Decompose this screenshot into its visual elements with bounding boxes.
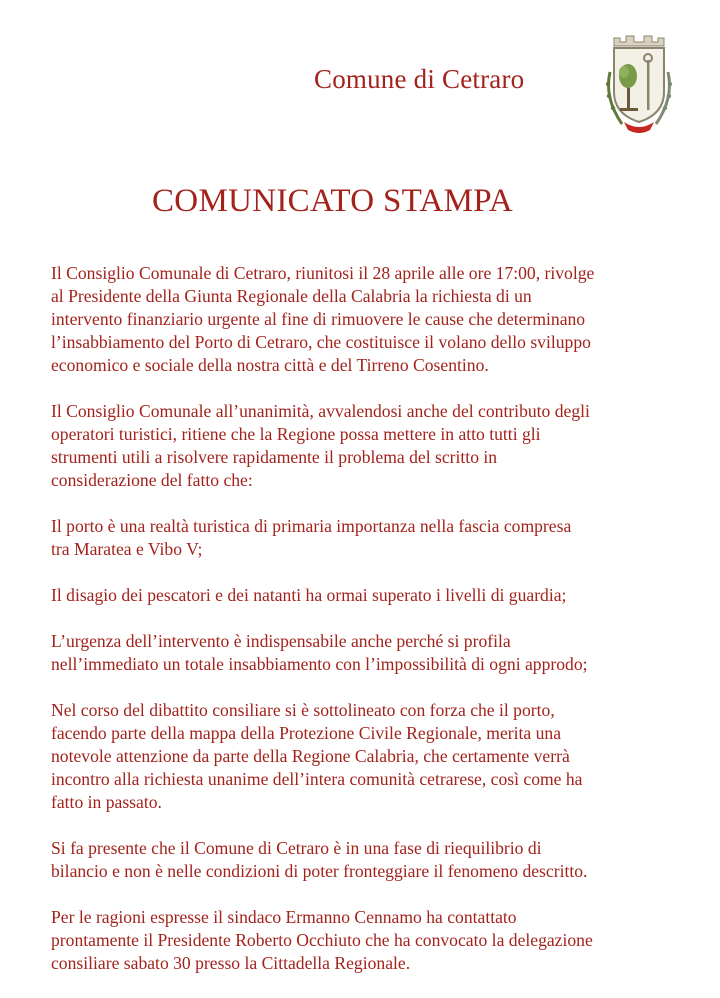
- text-line: facendo parte della mappa della Protezione Civile Regionale, merita una: [51, 723, 562, 743]
- text-line: Il disagio dei pescatori e dei natanti ha ormai superato i livelli di guardia;: [51, 585, 567, 605]
- paragraph-council-request: [51, 262, 691, 377]
- text-line: Si fa presente che il Comune di Cetraro è in una fase di riequilibrio di: [51, 838, 542, 858]
- text-line: L’urgenza dell’intervento è indispensabile anche perché si profila: [51, 631, 511, 651]
- text-line: economico e sociale della nostra città e del Tirreno Cosentino.: [51, 355, 489, 375]
- press-release-body: [51, 262, 691, 998]
- coat-of-arms-icon: [600, 32, 678, 136]
- paragraph-fishermen-hardship: [51, 584, 691, 607]
- text-line: fatto in passato.: [51, 792, 162, 812]
- text-line: bilancio e non è nelle condizioni di poter fronteggiare il fenomeno descritto.: [51, 861, 588, 881]
- text-line: l’insabbiamento del Porto di Cetraro, che costituisce il volano dello sviluppo: [51, 332, 591, 352]
- text-line: nell’immediato un totale insabbiamento con l’impossibilità di ogni approdo;: [51, 654, 588, 674]
- text-line: prontamente il Presidente Roberto Occhiuto che ha convocato la delegazione: [51, 930, 593, 950]
- paragraph-unanimity: [51, 400, 691, 492]
- paragraph-debate: [51, 699, 691, 814]
- text-line: consiliare sabato 30 presso la Cittadella Regionale.: [51, 953, 411, 973]
- text-line: notevole attenzione da parte della Regione Calabria, che certamente verrà: [51, 746, 570, 766]
- text-line: tra Maratea e Vibo V;: [51, 539, 203, 559]
- text-line: operatori turistici, ritiene che la Regione possa mettere in atto tutti gli: [51, 424, 541, 444]
- text-line: incontro alla richiesta unanime dell’intera comunità cetrarese, così come ha: [51, 769, 583, 789]
- text-line: Il Consiglio Comunale all’unanimità, avvalendosi anche del contributo degli: [51, 401, 590, 421]
- paragraph-urgency: [51, 630, 691, 676]
- text-line: al Presidente della Giunta Regionale della Calabria la richiesta di un: [51, 286, 532, 306]
- paragraph-port-importance: [51, 515, 691, 561]
- text-line: intervento finanziario urgente al fine di rimuovere le cause che determinano: [51, 309, 586, 329]
- text-line: considerazione del fatto che:: [51, 470, 253, 490]
- paragraph-mayor-contact: [51, 906, 691, 975]
- text-line: Il Consiglio Comunale di Cetraro, riunitosi il 28 aprile alle ore 17:00, rivolge: [51, 263, 595, 283]
- text-line: Per le ragioni espresse il sindaco Ermanno Cennamo ha contattato: [51, 907, 517, 927]
- text-line: strumenti utili a risolvere rapidamente il problema del scritto in: [51, 447, 498, 467]
- municipality-title: Comune di Cetraro: [314, 64, 525, 94]
- text-line: Nel corso del dibattito consiliare si è sottolineato con forza che il porto,: [51, 700, 555, 720]
- paragraph-budget: [51, 837, 691, 883]
- press-release-title: COMUNICATO STAMPA: [152, 183, 513, 219]
- text-line: Il porto è una realtà turistica di primaria importanza nella fascia compresa: [51, 516, 572, 536]
